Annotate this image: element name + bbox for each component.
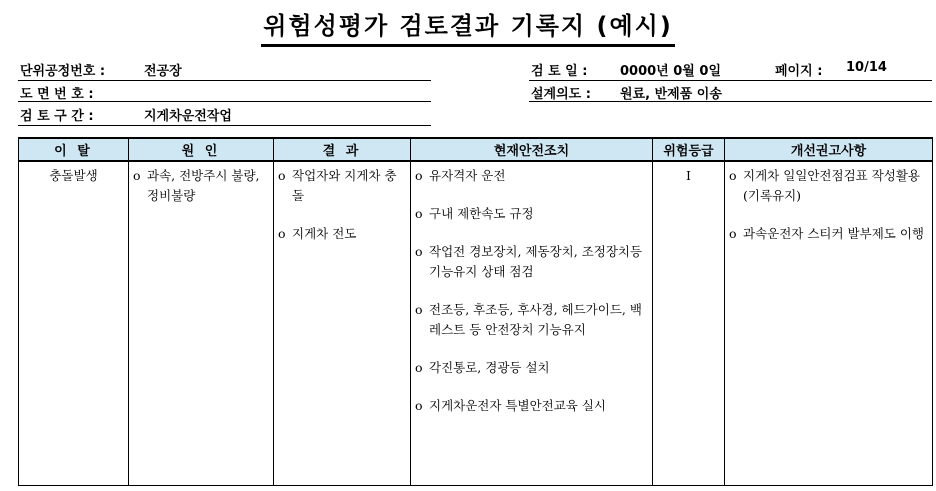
bullet-icon: o: [415, 168, 423, 183]
page-label: 페이지 :: [775, 64, 823, 79]
review-date-value: 0000년 0월 0일: [620, 64, 721, 79]
list-item: o 과속, 전방주시 불량, 정비불량: [133, 166, 269, 206]
design-intent-label: 설계의도 :: [531, 87, 591, 102]
deviation-text: 충돌발생: [49, 168, 98, 183]
column-header-current-measures: 현재안전조치: [411, 138, 653, 161]
cause-cell: [129, 161, 274, 486]
table-header-row: [19, 138, 933, 161]
bullet-icon: o: [415, 302, 423, 317]
unit-process-value: 전공장: [144, 64, 182, 79]
list-item: o 지게차운전자 특별안전교육 실시: [415, 396, 648, 416]
risk-grade-value: I: [686, 168, 691, 183]
bullet-icon: o: [415, 398, 423, 413]
design-intent-value: 원료, 반제품 이송: [620, 87, 722, 102]
bullet-icon: o: [278, 226, 286, 241]
bullet-icon: o: [729, 168, 737, 183]
unit-process-field: [20, 60, 182, 79]
table-row: [19, 161, 933, 486]
review-section-field: [20, 105, 232, 124]
bullet-icon: o: [729, 226, 737, 241]
list-item: o 지게차 일일안전점검표 작성활용 (기록유지): [729, 166, 928, 206]
bullet-icon: o: [278, 168, 286, 183]
recommendations-cell: [725, 161, 933, 486]
review-date-label: 검 토 일 :: [531, 64, 588, 79]
drawing-no-field: [20, 83, 94, 102]
list-item: o 과속운전자 스티커 발부제도 이행: [729, 224, 928, 244]
review-table: [18, 137, 933, 486]
list-item: o 유자격자 운전: [415, 166, 648, 186]
list-item: o 각진통로, 경광등 설치: [415, 358, 648, 378]
list-item: o 전조등, 후조등, 후사경, 헤드가이드, 백레스트 등 안전장치 기능유지: [415, 300, 648, 340]
risk-grade-cell: [653, 161, 725, 486]
column-header-risk-grade: 위험등급: [653, 138, 725, 161]
page-title: 위험성평가 검토결과 기록지 (예시): [0, 6, 936, 47]
page-field: [775, 60, 887, 79]
column-header-deviation: 이 탈: [19, 138, 129, 161]
list-item: o 지게차 전도: [278, 224, 406, 244]
header-divider: [18, 125, 431, 126]
drawing-no-label: 도 면 번 호 :: [20, 87, 94, 102]
bullet-icon: o: [415, 244, 423, 259]
column-header-result: 결 과: [274, 138, 411, 161]
review-section-label: 검 토 구 간 :: [20, 109, 94, 124]
column-header-recommendations: 개선권고사항: [725, 138, 933, 161]
page-value: 10/14: [846, 60, 887, 75]
deviation-cell: [19, 161, 129, 486]
review-date-field: [531, 60, 721, 79]
result-cell: [274, 161, 411, 486]
header-divider: [18, 101, 431, 102]
bullet-icon: o: [415, 206, 423, 221]
list-item: o 작업전 경보장치, 제동장치, 조정장치등 기능유지 상태 점검: [415, 242, 648, 282]
design-intent-field: [531, 83, 722, 102]
column-header-cause: 원 인: [129, 138, 274, 161]
list-item: o 구내 제한속도 규정: [415, 204, 648, 224]
review-section-value: 지게차운전작업: [144, 109, 232, 124]
header-divider: [529, 80, 932, 81]
bullet-icon: o: [133, 168, 141, 183]
current-measures-cell: [411, 161, 653, 486]
list-item: o 작업자와 지게차 충돌: [278, 166, 406, 206]
unit-process-label: 단위공정번호 :: [20, 64, 106, 79]
header-divider: [529, 101, 932, 102]
header-divider: [18, 80, 431, 81]
bullet-icon: o: [415, 360, 423, 375]
